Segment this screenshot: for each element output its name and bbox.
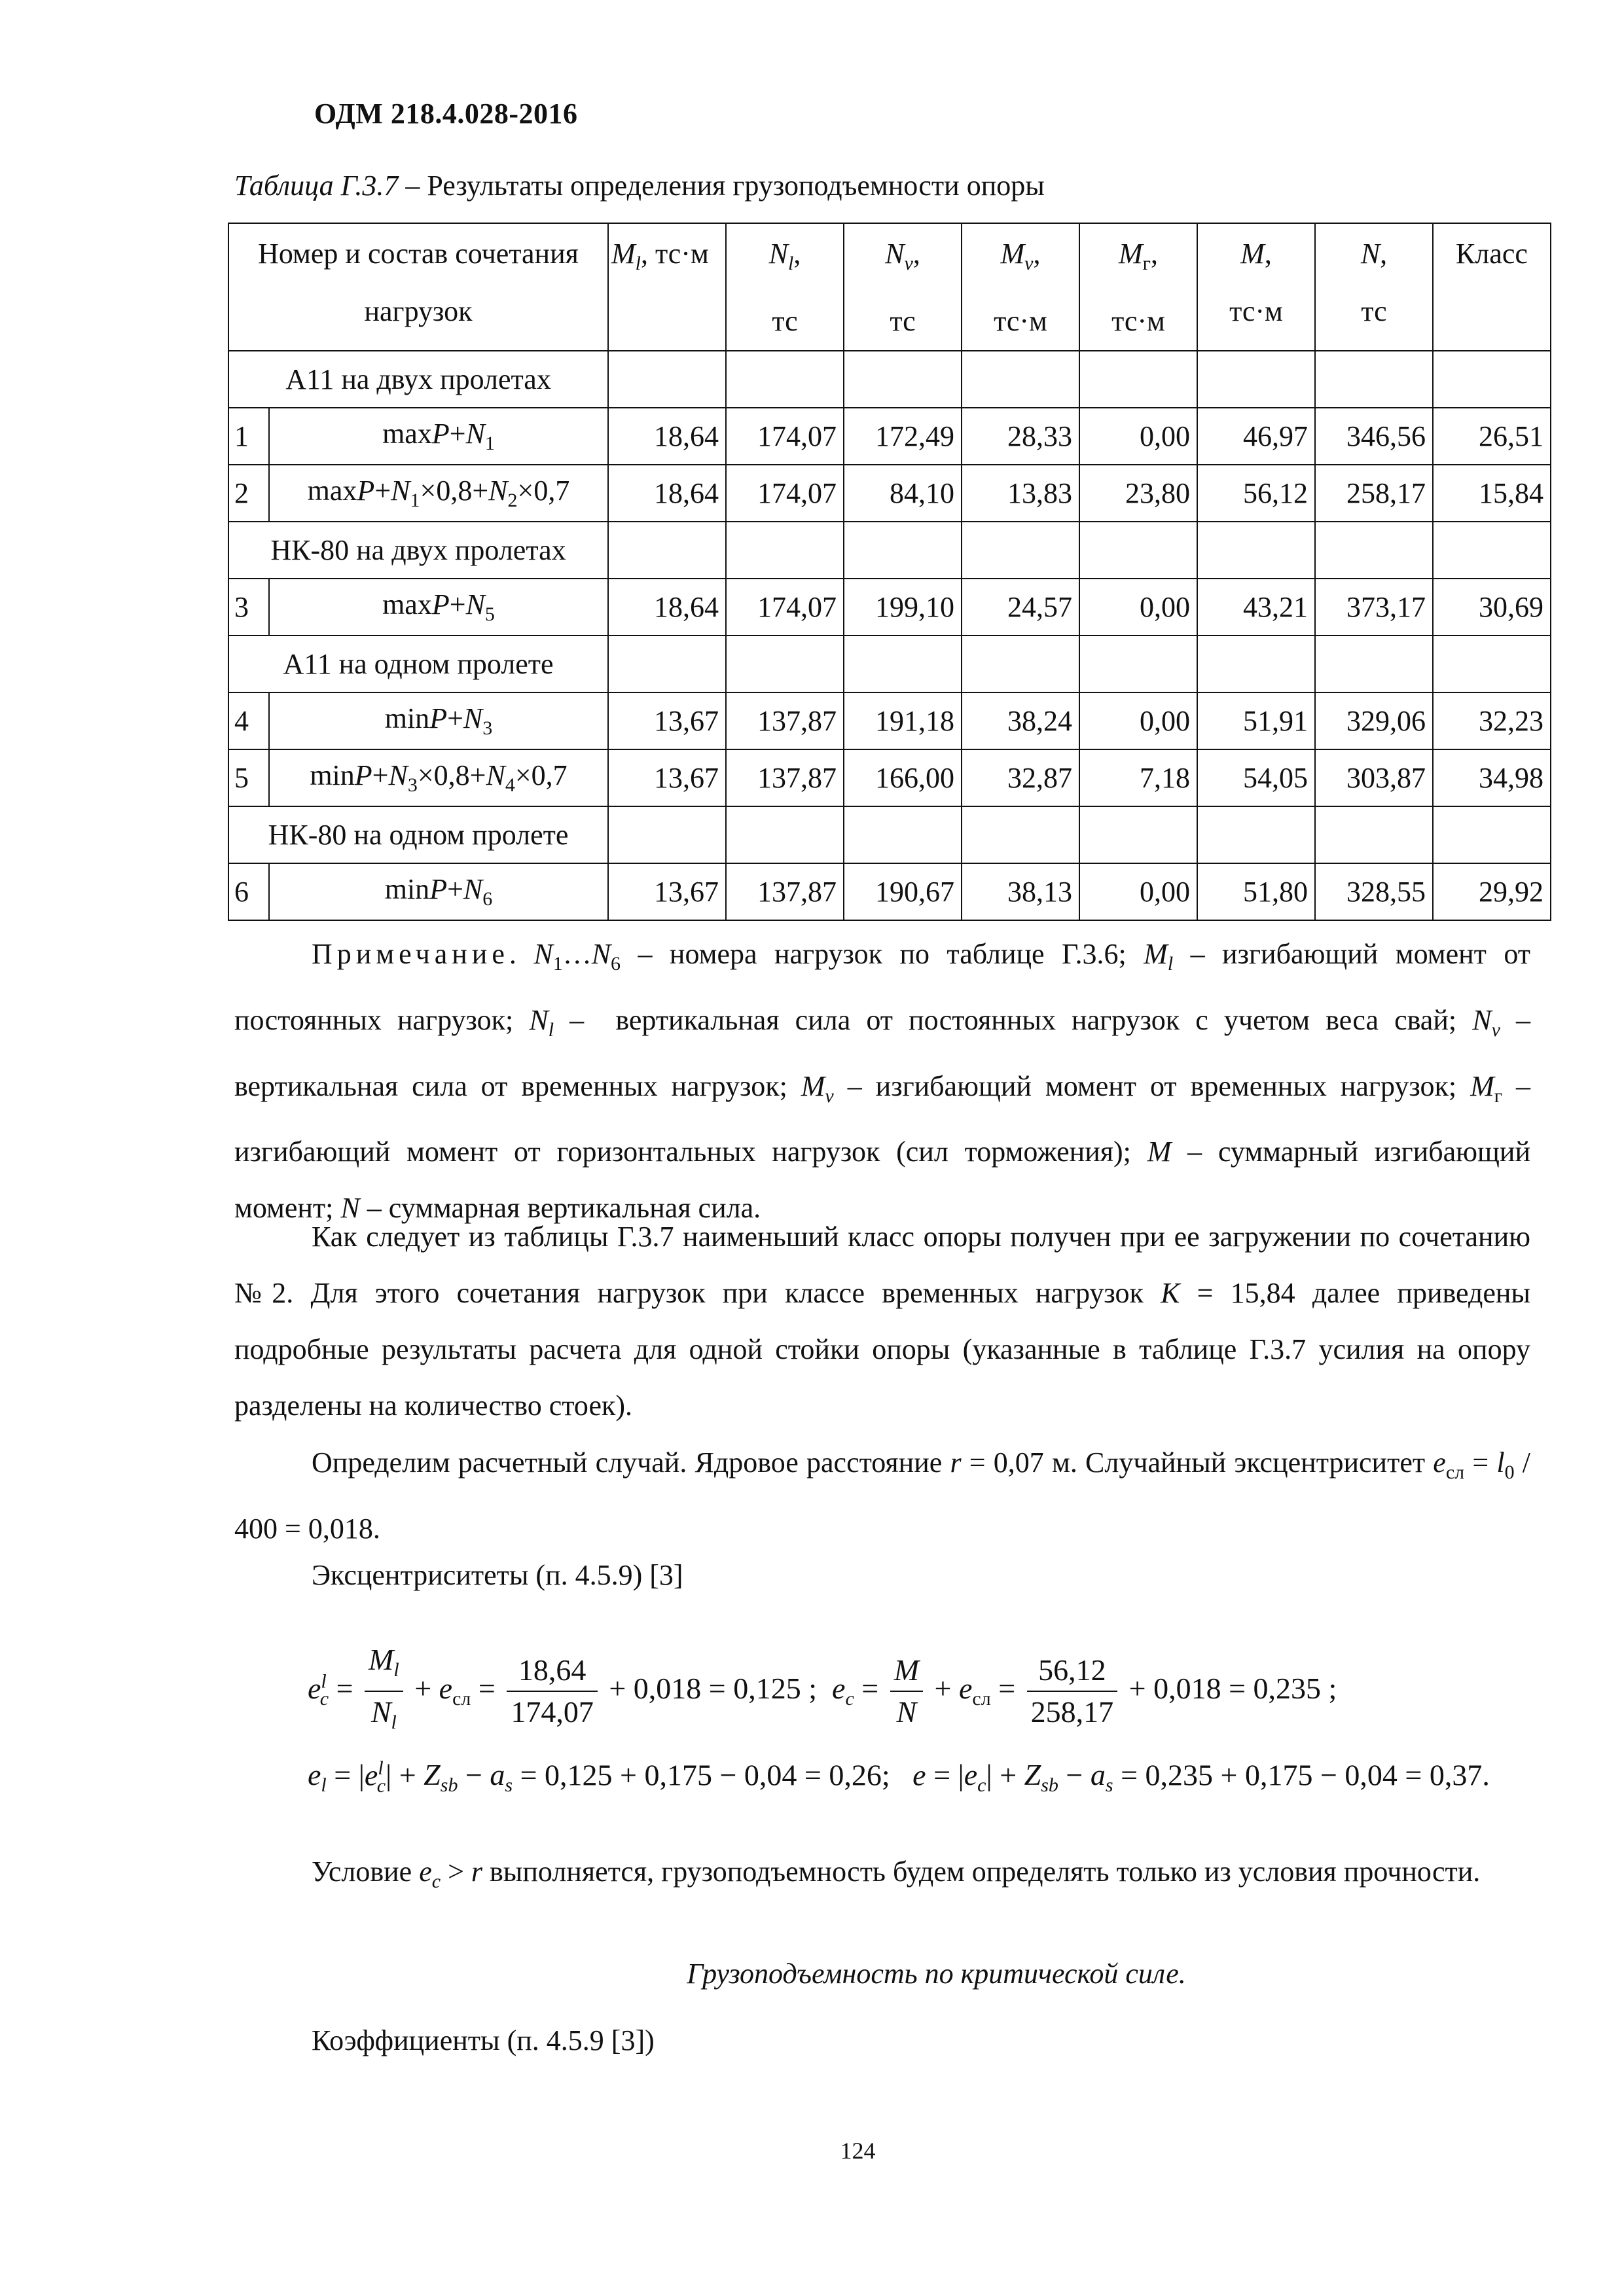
header-n-unit: тс xyxy=(1361,295,1387,327)
header-mg-symbol: $M_г$, xyxy=(1119,238,1158,274)
p5-text: Коэффициенты (п. 4.5.9 [3]) xyxy=(312,2024,655,2056)
header-mv-symbol: $M_v$, xyxy=(1000,238,1041,274)
table-row xyxy=(228,749,1551,806)
cell-ml: 13,67 xyxy=(608,749,726,806)
cell-mg: 0,00 xyxy=(1079,692,1197,749)
p5-indent xyxy=(234,2024,312,2056)
paragraph-min-class xyxy=(234,1209,1530,1434)
group-row xyxy=(228,522,1551,579)
header-class-label: Класс xyxy=(1456,238,1528,270)
cell-n: 303,87 xyxy=(1315,749,1433,806)
p3-indent xyxy=(234,1559,312,1591)
empty-cell xyxy=(726,806,844,863)
row-number: 6 xyxy=(228,863,269,920)
f2-part1: = 0,125 + 0,175 − 0,04 = 0,26; xyxy=(520,1758,890,1792)
group-row xyxy=(228,351,1551,408)
fraction-values-1 xyxy=(507,1650,598,1732)
header-nv xyxy=(844,223,962,351)
results-table xyxy=(228,223,1551,921)
empty-cell xyxy=(1433,351,1551,408)
f1-num1: 18,64 xyxy=(507,1650,598,1692)
p1-indent xyxy=(234,1221,312,1253)
empty-cell xyxy=(1433,522,1551,579)
cell-n: 329,06 xyxy=(1315,692,1433,749)
empty-cell xyxy=(726,522,844,579)
row-number: 5 xyxy=(228,749,269,806)
cell-mg: 0,00 xyxy=(1079,579,1197,636)
row-number: 3 xyxy=(228,579,269,636)
table-row xyxy=(228,465,1551,522)
cell-class: 29,92 xyxy=(1433,863,1551,920)
cell-nl: 137,87 xyxy=(726,692,844,749)
table-caption-label: Таблица Г.3.7 xyxy=(234,170,399,202)
f1-tail2: + 0,018 = 0,235 ; xyxy=(1128,1671,1337,1705)
empty-cell xyxy=(726,351,844,408)
table-row xyxy=(228,863,1551,920)
empty-cell xyxy=(1079,351,1197,408)
cell-mv: 38,13 xyxy=(962,863,1079,920)
cell-class: 26,51 xyxy=(1433,408,1551,465)
empty-cell xyxy=(962,351,1079,408)
empty-cell xyxy=(1197,636,1315,692)
header-ml-unit: тс·м xyxy=(655,238,709,270)
table-row xyxy=(228,579,1551,636)
cell-m: 54,05 xyxy=(1197,749,1315,806)
p3-text: Эксцентриситеты (п. 4.5.9) [3] xyxy=(312,1559,683,1591)
cell-ml: 18,64 xyxy=(608,465,726,522)
cell-nl: 174,07 xyxy=(726,465,844,522)
cell-m: 56,12 xyxy=(1197,465,1315,522)
table-row xyxy=(228,692,1551,749)
p4-indent xyxy=(234,1856,312,1888)
paragraph-design-case xyxy=(234,1435,1530,1557)
cell-nl: 137,87 xyxy=(726,749,844,806)
cell-nv: 166,00 xyxy=(844,749,962,806)
cell-nv: 84,10 xyxy=(844,465,962,522)
cell-nv: 172,49 xyxy=(844,408,962,465)
empty-cell xyxy=(608,351,726,408)
header-combo-line2: нагрузок xyxy=(364,295,473,327)
formula-eccentricity-1: $e^l_c$ = $\frac{M_l}{N_l}$ + $e_{сл}$ = $\frac{18,64}{174,07}$ + 0,018 = 0,125 ; $e_c$ = $\frac{M}{N}$ + $e_{сл}$ = $\frac{56,12}{258,17}$ + 0,018 = 0,235 ; xyxy=(308,1640,1337,1743)
cell-nl: 174,07 xyxy=(726,408,844,465)
note-paragraph xyxy=(234,926,1530,1236)
cell-n: 346,56 xyxy=(1315,408,1433,465)
fraction-values-2 xyxy=(1027,1650,1118,1732)
cell-m: 43,21 xyxy=(1197,579,1315,636)
empty-cell xyxy=(1315,522,1433,579)
cell-nl: 174,07 xyxy=(726,579,844,636)
row-combination: $\min P+N_3\times 0,8+N_4\times 0,7$ xyxy=(269,749,608,806)
cell-mg: 0,00 xyxy=(1079,863,1197,920)
formula-eccentricity-2: $e_l = |e^l_c| + Z_{sb} - a_s = 0,125 + 0,175 - 0,04 = 0,26$; $e = |e_c| + Z_{sb} - a_s = 0,235 + 0,175 - 0,04 = 0,37$. xyxy=(308,1757,1490,1797)
empty-cell xyxy=(726,636,844,692)
paragraph-condition xyxy=(234,1852,1530,1901)
p2-indent xyxy=(234,1446,312,1479)
group-title: НК-80 на одном пролете xyxy=(228,806,608,863)
cell-class: 34,98 xyxy=(1433,749,1551,806)
cell-mv: 32,87 xyxy=(962,749,1079,806)
cell-nv: 199,10 xyxy=(844,579,962,636)
cell-mv: 13,83 xyxy=(962,465,1079,522)
empty-cell xyxy=(962,636,1079,692)
f1-num2: 56,12 xyxy=(1027,1650,1118,1692)
row-number: 4 xyxy=(228,692,269,749)
note-text: . $N_1\dots N_6$ – номера нагрузок по таблице Г.3.6; $M_l$ – изгибающий момент от постоянных нагрузок; $N_l$ – вертикальная сила от постоянных нагрузок с учетом веса свай; $N_v$ – вертикальная сила от временных нагрузок; $M_v$ – изгибающий момент от временных нагрузок; $M_г$ – изгибающий момент от горизонтальных нагрузок (сил торможения); M – суммарный изгибающий момент; N – суммарная вертикальная сила. xyxy=(234,938,1531,1225)
p4-text: Условие $e_c > r$ выполняется, грузоподъемность будем определять только из условия прочности. xyxy=(312,1856,1481,1892)
header-nl-unit: тс xyxy=(772,304,798,337)
empty-cell xyxy=(1433,636,1551,692)
paragraph-coefficients xyxy=(234,2013,1530,2069)
cell-m: 51,91 xyxy=(1197,692,1315,749)
table-header-row xyxy=(228,223,1551,351)
cell-ml: 13,67 xyxy=(608,692,726,749)
note-indent xyxy=(234,938,312,970)
f1-den2: 258,17 xyxy=(1030,1695,1114,1729)
cell-mv: 28,33 xyxy=(962,408,1079,465)
header-mg xyxy=(1079,223,1197,351)
header-n-symbol: N, xyxy=(1360,238,1388,270)
empty-cell xyxy=(608,806,726,863)
table-caption xyxy=(234,169,1045,202)
group-row xyxy=(228,806,1551,863)
cell-m: 46,97 xyxy=(1197,408,1315,465)
header-m-unit: тс·м xyxy=(1229,295,1283,327)
f1-den1: 174,07 xyxy=(511,1695,594,1729)
group-title: А11 на одном пролете xyxy=(228,636,608,692)
row-combination: $\max P+N_1\times 0,8+N_2\times 0,7$ xyxy=(269,465,608,522)
cell-class: 32,23 xyxy=(1433,692,1551,749)
row-combination: $\min P+N_6$ xyxy=(269,863,608,920)
page-number: 124 xyxy=(840,2138,876,2164)
cell-m: 51,80 xyxy=(1197,863,1315,920)
cell-ml: 18,64 xyxy=(608,408,726,465)
row-combination: $\max P+N_1$ xyxy=(269,408,608,465)
header-nv-symbol: $N_v$, xyxy=(885,238,920,274)
empty-cell xyxy=(1315,351,1433,408)
empty-cell xyxy=(1079,806,1197,863)
header-nl-symbol: $N_l$, xyxy=(768,238,801,274)
row-combination: $\max P+N_5$ xyxy=(269,579,608,636)
empty-cell xyxy=(844,351,962,408)
cell-nl: 137,87 xyxy=(726,863,844,920)
cell-mg: 0,00 xyxy=(1079,408,1197,465)
f2-part2: = 0,235 + 0,175 − 0,04 = 0,37. xyxy=(1121,1758,1490,1792)
fraction-ml-nl: $\frac{M_l}{N_l}$ xyxy=(365,1640,403,1743)
cell-mv: 38,24 xyxy=(962,692,1079,749)
cell-class: 15,84 xyxy=(1433,465,1551,522)
header-mg-unit: тс·м xyxy=(1111,304,1165,337)
row-number: 2 xyxy=(228,465,269,522)
document-code: ОДМ 218.4.028-2016 xyxy=(314,98,578,130)
header-nv-unit: тс xyxy=(890,304,916,337)
empty-cell xyxy=(1197,806,1315,863)
group-title: А11 на двух пролетах xyxy=(228,351,608,408)
empty-cell xyxy=(608,636,726,692)
row-combination: $\min P+N_3$ xyxy=(269,692,608,749)
header-n xyxy=(1315,223,1433,351)
empty-cell xyxy=(1079,522,1197,579)
empty-cell xyxy=(1079,636,1197,692)
f1-tail1: + 0,018 = 0,125 ; xyxy=(609,1671,818,1705)
header-class xyxy=(1433,223,1551,351)
header-nl xyxy=(726,223,844,351)
table-row xyxy=(228,408,1551,465)
header-ml xyxy=(608,223,726,351)
header-mv xyxy=(962,223,1079,351)
paragraph-eccentricities xyxy=(234,1547,1530,1604)
header-ml-label: $M_l$, тс·м xyxy=(611,238,709,274)
fraction-m-n: $\frac{M}{N}$ xyxy=(890,1650,923,1732)
empty-cell xyxy=(844,522,962,579)
cell-mg: 7,18 xyxy=(1079,749,1197,806)
header-combo xyxy=(228,223,608,351)
empty-cell xyxy=(962,806,1079,863)
empty-cell xyxy=(608,522,726,579)
note-label: Примечание xyxy=(312,938,509,970)
p1-text: Как следует из таблицы Г.3.7 наименьший класс опоры получен при ее загружении по сочетанию №2. Для этого сочетания нагрузок при классе временных нагрузок К = 15,84 далее приведены подробные результаты расчета для одной стойки опоры (указанные в таблице Г.3.7 усилия на опору разделены на количество стоек). xyxy=(234,1221,1530,1422)
empty-cell xyxy=(1315,636,1433,692)
empty-cell xyxy=(1315,806,1433,863)
cell-nv: 190,67 xyxy=(844,863,962,920)
cell-n: 373,17 xyxy=(1315,579,1433,636)
table-caption-text: – Результаты определения грузоподъемности опоры xyxy=(398,170,1045,202)
cell-class: 30,69 xyxy=(1433,579,1551,636)
header-combo-line1: Номер и состав сочетания xyxy=(258,238,579,270)
cell-ml: 18,64 xyxy=(608,579,726,636)
header-mv-unit: тс·м xyxy=(994,304,1047,337)
group-title: НК-80 на двух пролетах xyxy=(228,522,608,579)
p2-text: Определим расчетный случай. Ядровое расстояние r = 0,07 м. Случайный эксцентриситет $e_{сл} = l_0 / 400 = 0,018$. xyxy=(234,1446,1530,1545)
header-m xyxy=(1197,223,1315,351)
cell-n: 258,17 xyxy=(1315,465,1433,522)
empty-cell xyxy=(1197,522,1315,579)
cell-ml: 13,67 xyxy=(608,863,726,920)
row-number: 1 xyxy=(228,408,269,465)
section-title: Грузоподъемность по критической силе. xyxy=(687,1958,1186,1990)
empty-cell xyxy=(1197,351,1315,408)
cell-mv: 24,57 xyxy=(962,579,1079,636)
empty-cell xyxy=(844,806,962,863)
group-row xyxy=(228,636,1551,692)
empty-cell xyxy=(1433,806,1551,863)
cell-nv: 191,18 xyxy=(844,692,962,749)
cell-n: 328,55 xyxy=(1315,863,1433,920)
empty-cell xyxy=(962,522,1079,579)
header-m-symbol: M, xyxy=(1240,238,1272,270)
empty-cell xyxy=(844,636,962,692)
cell-mg: 23,80 xyxy=(1079,465,1197,522)
